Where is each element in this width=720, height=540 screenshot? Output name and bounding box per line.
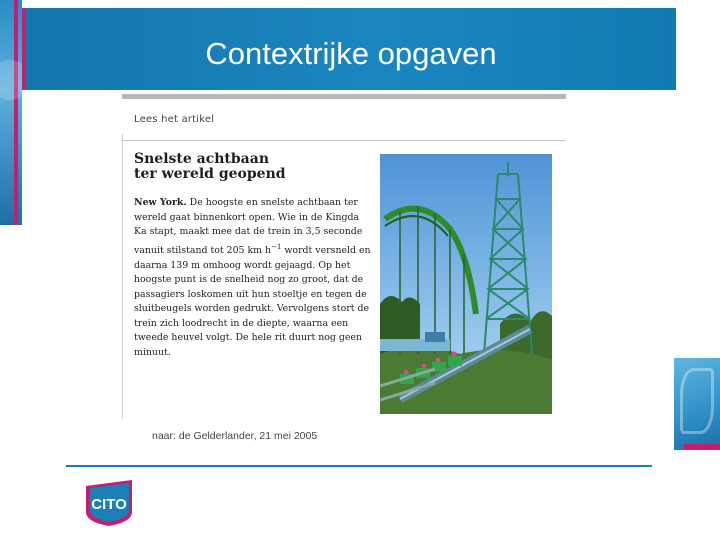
article-instruction: Lees het artikel [134,114,215,125]
title-bar [22,8,676,90]
article-source: naar: de Gelderlander, 21 mei 2005 [152,430,318,442]
article-body-part-1: De hoogste en snelste achtbaan ter wereld gaat binnenkort open. Wie in de Kingda Ka stapt, maakt mee dat de trein in 3,5 seconde vanuit stilstand tot 205 km h [134,197,363,256]
article-left-border [122,134,123,419]
cito-logo-icon [80,476,138,528]
article-dateline: New York. [134,197,187,208]
cito-logo [80,476,138,528]
left-decoration-strip [0,0,22,225]
right-decoration-block [674,358,720,450]
bottom-divider [66,465,652,467]
roller-coaster-photo [380,154,552,414]
slide-title: Contextrijke opgaven [205,36,497,71]
article-box-border [122,140,566,141]
headline-line-2: ter wereld geopend [134,166,286,182]
article-headline [134,152,374,182]
article-body-part-2: wordt versneld en daarna 139 m omhoog wordt gejaagd. Op het hoogste punt is de snelheid nog zo groot, dat de passagiers loskomen uit hun stoeltje en tegen de sluitbeugels worden gedrukt. Vervolgens stort de trein zich loodrecht in de diepte, waarna een tweede heuvel volgt. De hele rit duurt nog geen minuut. [134,244,371,359]
headline-line-1: Snelste achtbaan [134,151,269,167]
article-body [134,196,374,361]
right-decoration-accent [684,444,720,450]
roller-coaster-illustration [380,154,552,414]
article-top-border [122,94,566,99]
article-body-superscript: −1 [271,242,282,251]
article-scan [122,94,566,444]
cito-logo-text: CITO [91,496,127,513]
